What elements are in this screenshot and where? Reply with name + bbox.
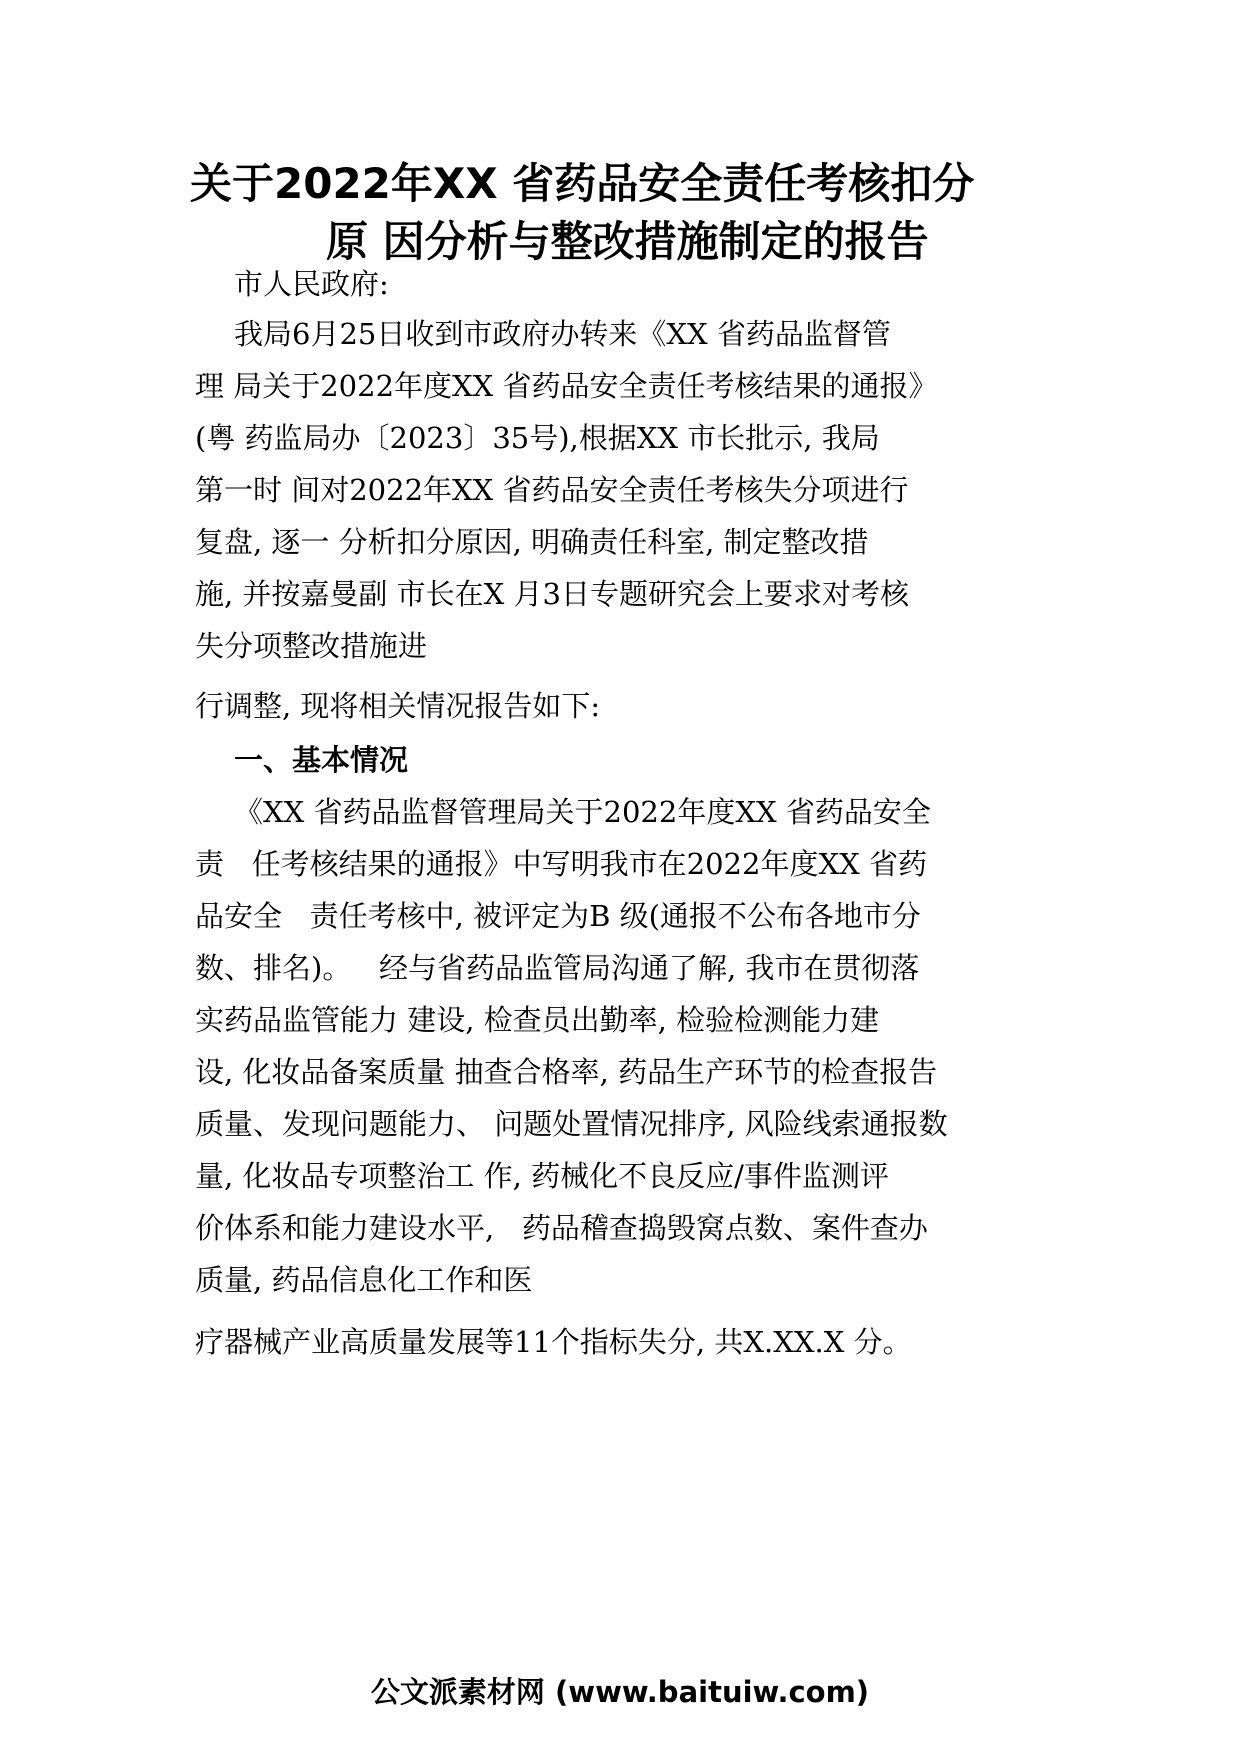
paragraph-line: 行调整, 现将相关情况报告如下: xyxy=(195,689,601,723)
paragraph-line: 质量、发现问题能力、 问题处置情况排序, 风险线索通报数 xyxy=(195,1107,948,1141)
paragraph-line: 《XX 省药品监督管理局关于2022年度XX 省药品安全 xyxy=(234,795,931,829)
paragraph-line: 责 任考核结果的通报》中写明我市在2022年度XX 省药 xyxy=(195,847,927,881)
paragraph-line: 实药品监管能力 建设, 检查员出勤率, 检验检测能力建 xyxy=(195,1003,880,1037)
paragraph-line: 设, 化妆品备案质量 抽查合格率, 药品生产环节的检查报告 xyxy=(195,1055,938,1089)
paragraph-line: 数、排名)。 经与省药品监管局沟通了解, 我市在贯彻落 xyxy=(195,951,920,985)
paragraph-line: (粤 药监局办〔2023〕35号),根据XX 市长批示, 我局 xyxy=(195,421,880,455)
salutation: 市人民政府: xyxy=(234,267,389,301)
paragraph-line: 价体系和能力建设水平, 药品稽查捣毁窝点数、案件查办 xyxy=(195,1211,928,1245)
document-title-line-2: 原 因分析与整改措施制定的报告 xyxy=(326,217,929,266)
paragraph-line: 我局6月25日收到市政府办转来《XX 省药品监督管 xyxy=(234,317,891,351)
paragraph-line: 质量, 药品信息化工作和医 xyxy=(195,1263,533,1297)
paragraph-line: 施, 并按嘉曼副 市长在X 月3日专题研究会上要求对考核 xyxy=(195,577,909,611)
paragraph-line: 失分项整改措施进 xyxy=(195,629,428,663)
paragraph-line: 第一时 间对2022年XX 省药品安全责任考核失分项进行 xyxy=(195,473,909,507)
document-title-line-1: 关于2022年XX 省药品安全责任考核扣分 xyxy=(190,159,975,208)
paragraph-line: 量, 化妆品专项整治工 作, 药械化不良反应/事件监测评 xyxy=(195,1159,889,1193)
paragraph-line: 疗器械产业高质量发展等11个指标失分, 共X.XX.X 分。 xyxy=(195,1325,912,1359)
section-heading: 一、基本情况 xyxy=(234,743,409,777)
footer-watermark-text: 公文派素材网 (www.baituiw.com) xyxy=(370,1675,870,1709)
paragraph-line: 复盘, 逐一 分析扣分原因, 明确责任科室, 制定整改措 xyxy=(195,525,869,559)
paragraph-line: 品安全 责任考核中, 被评定为B 级(通报不公布各地市分 xyxy=(195,899,921,933)
paragraph-line: 理 局关于2022年度XX 省药品安全责任考核结果的通报》 xyxy=(195,369,938,403)
